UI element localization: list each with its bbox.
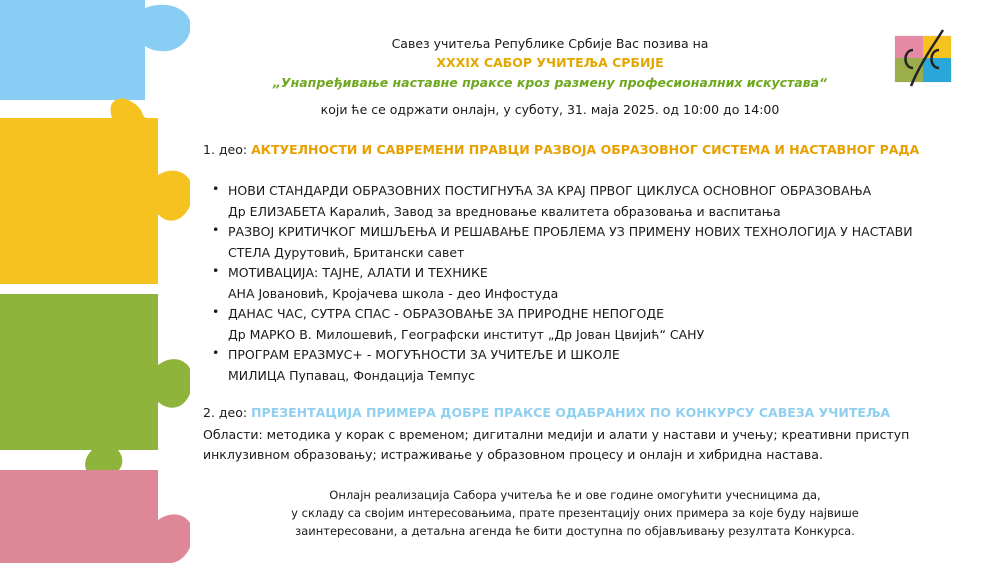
talk-speaker: Др МАРКО В. Милошевић, Географски институт „Др Јован Цвијић“ САНУ — [228, 326, 705, 342]
talk-title: • ДАНАС ЧАС, СУТРА СПАС - ОБРАЗОВАЊЕ ЗА ПРИРОДНЕ НЕПОГОДЕ — [228, 306, 664, 321]
part2-prefix: 2. део: — [203, 405, 252, 420]
talk-speaker: АНА Јовановић, Кројачева школа - део Инфостуда — [228, 285, 559, 301]
footer-line: у складу са својим интересовањима, прате презентацију оних примера за које буду највише — [291, 506, 859, 520]
part2-heading — [203, 405, 890, 420]
part1-heading — [203, 142, 919, 157]
talk-title: • НОВИ СТАНДАРДИ ОБРАЗОВНИХ ПОСТИГНУЋА ЗА КРАЈ ПРВОГ ЦИКЛУСА ОСНОВНОГ ОБРАЗОВАЊА — [228, 183, 872, 198]
savez-uciteljasrbije-logo-icon — [893, 28, 957, 90]
list-item — [212, 181, 913, 222]
part1-prefix: 1. део: — [203, 142, 252, 157]
footer-line: Онлајн реализација Сабора учитеља ће и ове године омогућити учесницима да, — [329, 488, 821, 502]
list-item — [212, 222, 913, 263]
footer-note — [250, 486, 900, 540]
footer-line: заинтересовани, а детаљна агенда ће бити доступна по објављивању резултата Конкурса. — [295, 524, 855, 538]
talks-list — [212, 181, 913, 386]
puzzle-piece-yellow — [0, 99, 190, 284]
talk-title: • МОТИВАЦИЈА: ТАЈНЕ, АЛАТИ И ТЕХНИКЕ — [228, 265, 488, 280]
part1-title: АКТУЕЛНОСТИ И САВРЕМЕНИ ПРАВЦИ РАЗВОЈА ОБРАЗОВНОГ СИСТЕМА И НАСТАВНОГ РАДА — [251, 142, 920, 157]
puzzle-decoration — [0, 0, 190, 563]
part2-areas: Области: методика у корак с временом; дигитални медији и алати у настави и учењу; креативни приступ инклузивном образовању; истраживање у образовном процесу и онлајн и хибридна настава. — [203, 427, 910, 462]
puzzle-piece-green — [0, 294, 190, 478]
part2-title: ПРЕЗЕНТАЦИЈА ПРИМЕРА ДОБРЕ ПРАКСЕ ОДАБРАНИХ ПО КОНКУРСУ САВЕЗА УЧИТЕЉА — [251, 405, 891, 420]
talk-title: • РАЗВОЈ КРИТИЧКОГ МИШЉЕЊА И РЕШАВАЊЕ ПРОБЛЕМА УЗ ПРИМЕНУ НОВИХ ТЕХНОЛОГИЈА У НАСТАВИ — [228, 224, 913, 239]
talk-speaker: Др ЕЛИЗАБЕТА Каралић, Завод за вредновање квалитета образовања и васпитања — [228, 203, 781, 219]
talk-speaker: МИЛИЦА Пупавац, Фондација Темпус — [228, 367, 476, 383]
talk-title: • ПРОГРАМ ЕРАЗМУС+ - МОГУЋНОСТИ ЗА УЧИТЕЉЕ И ШКОЛЕ — [228, 347, 620, 362]
event-date-time: који ће се одржати онлајн, у суботу, 31. маја 2025. од 10:00 до 14:00 — [320, 102, 780, 117]
puzzle-piece-blue — [0, 0, 190, 100]
list-item — [212, 263, 913, 304]
event-title: XXXIX САБОР УЧИТЕЉА СРБИЈЕ — [436, 55, 664, 70]
list-item — [212, 345, 913, 386]
puzzle-piece-pink — [0, 470, 190, 563]
invitation-line: Савез учитеља Републике Србије Вас позива на — [391, 36, 709, 51]
list-item — [212, 304, 913, 345]
talk-speaker: СТЕЛА Дурутовић, Британски савет — [228, 244, 465, 260]
event-theme: „Унапређивање наставне праксе кроз размену професионалних искустава“ — [272, 75, 828, 90]
